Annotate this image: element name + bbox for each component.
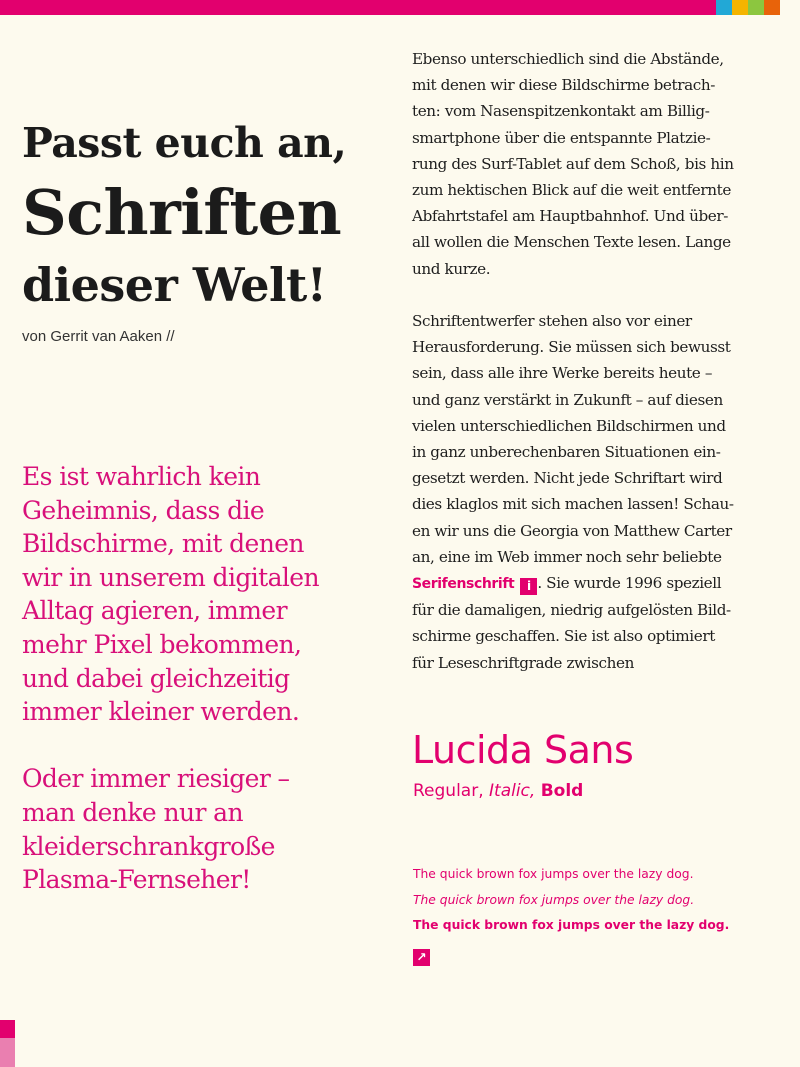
headline-line-3: dieser Welt! bbox=[22, 258, 327, 312]
swatch-green bbox=[748, 0, 764, 15]
body-line: zum hektischen Blick auf die weit entfernte bbox=[412, 181, 731, 200]
swatch-blue bbox=[716, 0, 732, 15]
body-line: rung des Surf-Tablet auf dem Schoß, bis hin bbox=[412, 154, 734, 173]
sample-bold: The quick brown fox jumps over the lazy dog. bbox=[413, 918, 730, 932]
lead-line: Alltag agieren, immer bbox=[22, 596, 287, 626]
sample-italic: The quick brown fox jumps over the lazy dog. bbox=[413, 892, 695, 907]
lead-paragraph-1 bbox=[22, 460, 382, 729]
headline-line-1: Passt euch an, bbox=[22, 119, 347, 167]
lead-line: kleiderschrankgroße bbox=[22, 831, 275, 861]
body-line-with-term bbox=[412, 570, 792, 597]
body-line: smartphone über die entspannte Platzie- bbox=[412, 128, 711, 147]
body-line: sein, dass alle ihre Werke bereits heute – bbox=[412, 364, 713, 383]
lead-line: wir in unserem digitalen bbox=[22, 562, 320, 592]
style-bold: Bold bbox=[540, 781, 584, 801]
body-paragraph-2 bbox=[412, 308, 792, 676]
body-line: Ebenso unterschiedlich sind die Abstände, bbox=[412, 50, 724, 68]
lead-line: mehr Pixel bekommen, bbox=[22, 629, 302, 659]
body-line: Abfahrtstafel am Hauptbahnhof. Und über- bbox=[412, 207, 728, 226]
lead-text bbox=[22, 460, 382, 897]
body-line: und kurze. bbox=[412, 259, 491, 278]
lead-line: man denke nur an bbox=[22, 797, 243, 827]
body-line: mit denen wir diese Bildschirme betrach- bbox=[412, 76, 715, 95]
specimen-styles bbox=[413, 781, 583, 801]
info-icon[interactable]: i bbox=[520, 578, 537, 595]
body-line: vielen unterschiedlichen Bildschirmen und bbox=[412, 416, 726, 435]
glossary-term-link[interactable]: Serifenschrift bbox=[412, 576, 515, 593]
lead-line: und dabei gleichzeitig bbox=[22, 663, 290, 693]
specimen-font-name: Lucida Sans bbox=[412, 728, 634, 772]
lead-line: Plasma-Fernseher! bbox=[22, 865, 251, 895]
body-line: für Leseschriftgrade zwischen bbox=[412, 653, 634, 672]
body-line-tail: . Sie wurde 1996 speziell bbox=[537, 574, 722, 593]
headline-line-2: Schriften bbox=[22, 176, 342, 249]
side-mark-bottom bbox=[0, 1038, 15, 1067]
swatch-yellow bbox=[732, 0, 748, 15]
body-line: all wollen die Menschen Texte lesen. Lange bbox=[412, 233, 731, 252]
sample-regular: The quick brown fox jumps over the lazy dog. bbox=[413, 867, 694, 881]
body-line: gesetzt werden. Nicht jede Schriftart wird bbox=[412, 469, 723, 488]
swatch-orange bbox=[764, 0, 780, 15]
lead-line: immer kleiner werden. bbox=[22, 697, 300, 727]
page-title bbox=[22, 112, 394, 318]
body-line: für die damaligen, niedrig aufgelösten Bild- bbox=[412, 601, 731, 620]
side-mark-top bbox=[0, 1020, 15, 1038]
body-paragraph-1 bbox=[412, 46, 792, 282]
body-line: Schriftentwerfer stehen also vor einer bbox=[412, 312, 692, 331]
color-swatches bbox=[716, 0, 780, 15]
lead-line: Es ist wahrlich kein bbox=[22, 462, 261, 491]
lead-line: Geheimnis, dass die bbox=[22, 495, 265, 525]
lead-line: Bildschirme, mit denen bbox=[22, 529, 304, 559]
body-line: Herausforderung. Sie müssen sich bewusst bbox=[412, 338, 731, 357]
body-line: in ganz unberechenbaren Situationen ein- bbox=[412, 443, 721, 462]
lead-line: Oder immer riesiger – bbox=[22, 764, 290, 794]
body-text bbox=[412, 46, 792, 676]
author-byline: von Gerrit van Aaken // bbox=[22, 328, 175, 345]
style-regular: Regular, bbox=[413, 781, 484, 801]
body-line: en wir uns die Georgia von Matthew Carter bbox=[412, 521, 732, 540]
body-line: und ganz verstärkt in Zukunft – auf diesen bbox=[412, 390, 723, 409]
specimen-samples bbox=[413, 862, 729, 939]
body-line: an, eine im Web immer noch sehr beliebte bbox=[412, 547, 722, 566]
lead-paragraph-2 bbox=[22, 762, 382, 896]
external-link-icon[interactable]: ↗ bbox=[413, 949, 430, 966]
style-italic: Italic, bbox=[489, 781, 536, 801]
top-accent-bar bbox=[0, 0, 716, 15]
body-line: schirme geschaffen. Sie ist also optimiert bbox=[412, 627, 715, 646]
body-line: dies klaglos mit sich machen lassen! Schau- bbox=[412, 495, 734, 514]
body-line: ten: vom Nasenspitzenkontakt am Billig- bbox=[412, 102, 710, 121]
